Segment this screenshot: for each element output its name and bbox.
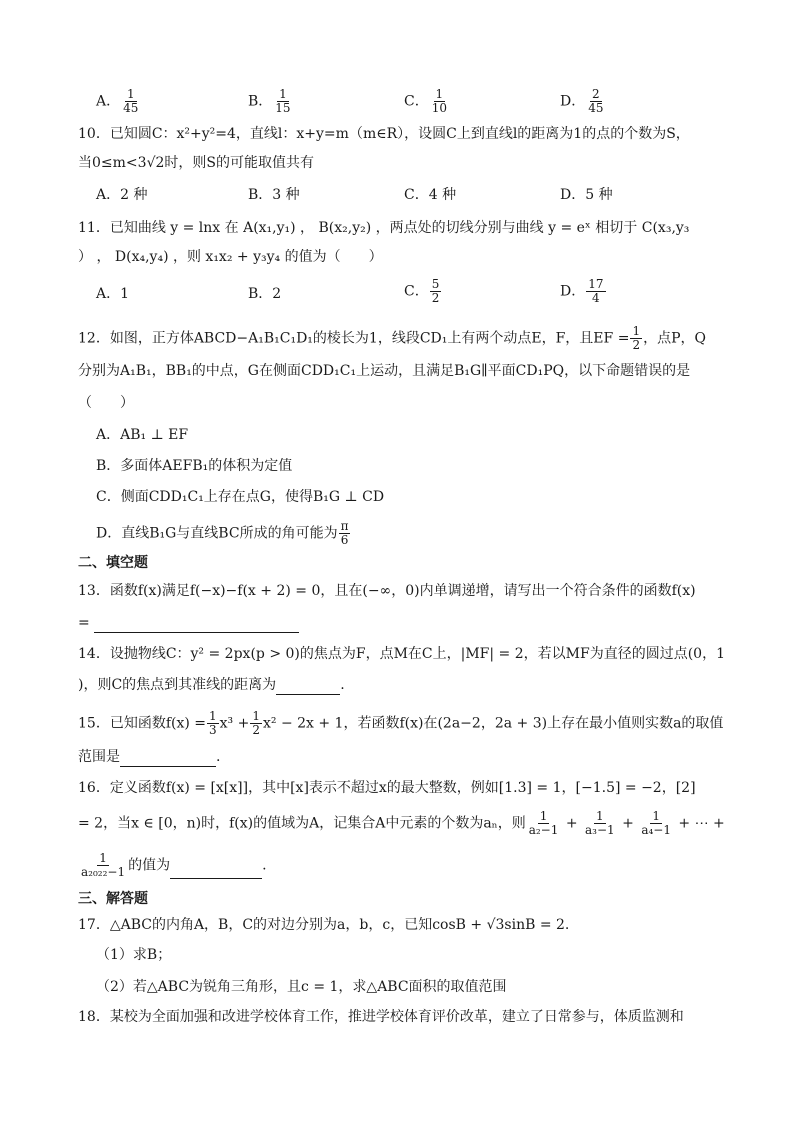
answer-blank	[170, 864, 262, 879]
q10-option-d: D．5 种	[560, 187, 613, 203]
q18-line1: 18．某校为全面加强和改进学校体育工作，推进学校体育评价改革，建立了日常参与，体质监测和	[78, 1009, 684, 1025]
q15-line2: 范围是 .	[78, 749, 221, 765]
q16-line3: $\frac{1}{\text{a₂₀₂₂−1}}$ 的值为 .	[81, 851, 267, 879]
q10-option-b: B．3 种	[248, 187, 300, 203]
q16-line2: = 2，当x ∈ [0，n)时，f(x)的值域为A，记集合A中元素的个数为aₙ，则 $\frac{1}{\text{a₂−1}}$ + $\frac{1}{\text{a₃−1}}$ + $\frac{1}{\text{a₄−1}}$ + ⋯ +	[78, 809, 725, 837]
q13-line2: =	[78, 613, 299, 633]
q14-line2: )，则C的焦点到其准线的距离为 .	[78, 677, 345, 693]
q14-line1: 14．设抛物线C：y² = 2px(p > 0)的焦点为F，点M在C上，|MF| = 2，若以MF为直径的圆过点(0，1	[78, 646, 725, 662]
q9-option-a: A． $\frac{1}{45}$	[96, 87, 139, 115]
q11-option-b: B．2	[248, 286, 282, 302]
q11-line2: ） ， D(x₄,y₄) ，则 x₁x₂ + y₃y₄ 的值为（ ）	[78, 249, 383, 265]
q13-line1: 13．函数f(x)满足f(−x)−f(x + 2) = 0，且在(−∞，0)内单调递增，请写出一个符合条件的函数f(x)	[78, 583, 696, 599]
q11-option-a: A．1	[96, 286, 130, 302]
q12-line2: 分别为A₁B₁，BB₁的中点，G在侧面CDD₁C₁上运动，且满足B₁G∥平面CD₁PQ，以下命题错误的是	[78, 363, 691, 379]
q17-part2: （2）若△ABC为锐角三角形，且c = 1，求△ABC面积的取值范围	[96, 979, 507, 995]
section-title-solutions: 三、解答题	[78, 891, 148, 907]
section-title-fill-in: 二、填空题	[78, 555, 148, 571]
q12-option-d: D．直线B₁G与直线BC所成的角可能为 $\frac{\pi}{6}$	[96, 519, 349, 547]
q11-line1: 11．已知曲线 y = lnx 在 A(x₁,y₁) ， B(x₂,y₂) ，两点处的切线分别与曲线 y = eˣ 相切于 C(x₃,y₃	[78, 220, 690, 236]
q12-line1: 12．如图，正方体ABCD−A₁B₁C₁D₁的棱长为1，线段CD₁上有两个动点E，F，且EF = $\frac{1}{2}$ ，点P，Q	[78, 324, 706, 352]
q9-option-d: D． $\frac{2}{45}$	[560, 87, 604, 115]
q12-option-c: C．侧面CDD₁C₁上存在点G，使得B₁G ⊥ CD	[96, 489, 385, 505]
answer-blank	[120, 752, 216, 767]
q12-option-b: B．多面体AEFB₁的体积为定值	[96, 458, 293, 474]
q16-line1: 16．定义函数f(x) = [x[x]]，其中[x]表示不超过x的最大整数，例如[1.3] = 1，[−1.5] = −2，[2]	[78, 780, 696, 796]
q9-option-c: C． $\frac{1}{10}$	[404, 87, 447, 115]
q10-line2: 当0≤m<3√2时，则S的可能取值共有	[78, 155, 314, 171]
q15-line1: 15．已知函数f(x) = $\frac{1}{3}$ x³ + $\frac{1}{2}$ x² − 2x + 1，若函数f(x)在(2a−2，2a + 3)上存在最小值则实数a的取值	[78, 709, 724, 737]
q17-line1: 17．△ABC的内角A，B，C的对边分别为a，b，c，已知cosB + √3sinB = 2.	[78, 917, 570, 933]
answer-blank	[276, 680, 340, 695]
q12-option-a: A．AB₁ ⊥ EF	[96, 427, 189, 443]
q9-option-b: B． $\frac{1}{15}$	[248, 87, 291, 115]
q11-option-c: C． $\frac{5}{2}$	[404, 277, 440, 305]
answer-blank	[94, 618, 299, 633]
q10-option-c: C．4 种	[404, 187, 457, 203]
q12-line3: （ ）	[78, 395, 134, 411]
sqrt-two: √2	[146, 155, 165, 171]
q10-option-a: A．2 种	[96, 187, 148, 203]
q10-line1: 10．已知圆C：x²+y²=4，直线l：x+y=m（m∈R），设圆C上到直线l的距离为1的点的个数为S，	[78, 126, 690, 142]
q11-option-d: D． $\frac{17}{4}$	[560, 277, 604, 305]
q17-part1: （1）求B；	[96, 947, 172, 963]
